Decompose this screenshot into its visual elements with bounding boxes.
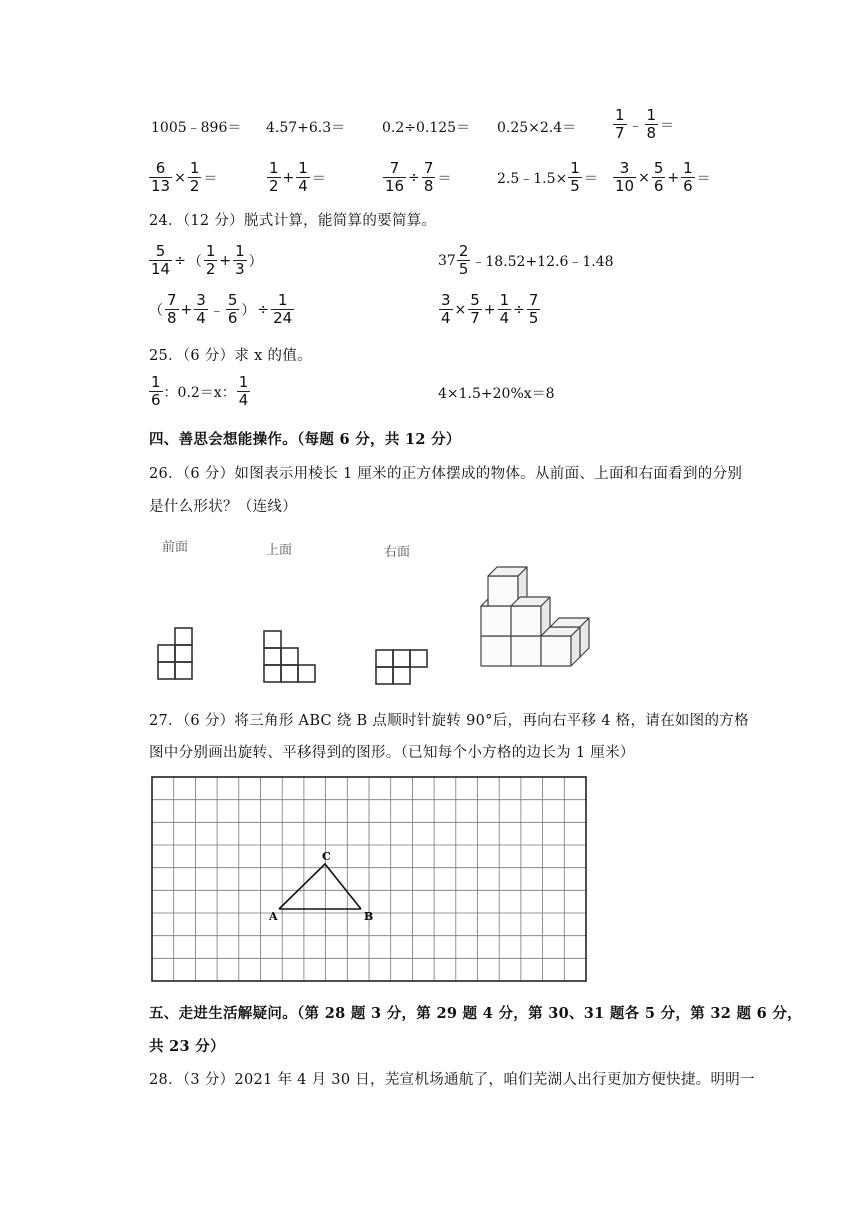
top-view-shape: [264, 631, 315, 682]
q28-text-line1: 28．（3 分）2021 年 4 月 30 日，芜宣机场通航了，咱们芜湖人出行更加方便快捷。明明一: [149, 1072, 755, 1088]
front-view-shape: [158, 628, 192, 679]
point-a-label: A: [269, 910, 278, 923]
q25-eq-2: 4×1.5+20%x＝8: [438, 386, 555, 402]
q25-eq-1: $\frac{1}{6}$ ：0.2＝x： $\frac{1}{4}$: [151, 373, 249, 409]
q26-text-line2: 是什么形状？（连线）: [149, 499, 297, 515]
oral-calc-4: 0.25×2.4＝: [497, 120, 577, 136]
section-5-title-line1: 五、走进生活解疑问。（第 28 题 3 分，第 29 题 4 分，第 30、31 题各 5 分，第 32 题 6 分，: [149, 1005, 802, 1022]
oral-calc-7: $\frac{1}{2}$ + $\frac{1}{4}$ ＝: [269, 159, 326, 195]
q25-title: 25．（6 分）求 x 的值。: [149, 348, 312, 364]
oral-calc-8: $\frac{7}{16}$ ÷ $\frac{7}{8}$ ＝: [385, 159, 452, 195]
oral-calc-2: 4.57+6.3＝: [266, 120, 346, 136]
section-5-title-line2: 共 23 分）: [149, 1038, 225, 1055]
view-label-front: 前面: [162, 540, 189, 555]
cube-stack-object: [481, 567, 589, 666]
view-label-right: 右面: [384, 545, 411, 560]
oral-calc-9: 2.5﹣1.5× $\frac{1}{5}$ ＝: [497, 159, 598, 195]
oral-calc-5: $\frac{1}{7}$ ﹣ $\frac{1}{8}$ ＝: [615, 106, 675, 142]
q24-expr-1: $\frac{5}{14}$ ÷ （ $\frac{1}{2}$ + $\frac{1}{3}$ ）: [151, 242, 263, 278]
view-label-top: 上面: [266, 543, 293, 558]
point-b-label: B: [364, 910, 374, 923]
triangle-abc-sides: [279, 864, 361, 909]
right-view-shape: [376, 650, 427, 684]
oral-calc-10: $\frac{3}{10}$ × $\frac{5}{6}$ + $\frac{1}{6}$ ＝: [615, 159, 711, 195]
q26-text-line1: 26．（6 分）如图表示用棱长 1 厘米的正方体摆成的物体。从前面、上面和右面看到的分别: [149, 466, 743, 482]
section-4-title: 四、善思会想能操作。（每题 6 分，共 12 分）: [149, 431, 461, 448]
q24-expr-4: $\frac{3}{4}$ × $\frac{5}{7}$ + $\frac{1}{4}$ ÷ $\frac{7}{5}$: [441, 291, 539, 327]
oral-calc-1: 1005﹣896＝: [151, 120, 242, 136]
oral-calc-3: 0.2÷0.125＝: [382, 120, 471, 136]
oral-calc-6: $\frac{6}{13}$ × $\frac{1}{2}$ ＝: [151, 159, 218, 195]
q24-title: 24．（12 分）脱式计算，能简算的要简算。: [149, 213, 437, 229]
point-c-label: C: [322, 850, 331, 863]
q24-expr-3: （ $\frac{7}{8}$ + $\frac{3}{4}$ ﹣ $\frac{5}{6}$ ） ÷ $\frac{1}{24}$: [149, 291, 293, 327]
q27-grid: [148, 772, 590, 986]
q24-expr-2: 37 $\frac{2}{5}$ ﹣18.52+12.6﹣1.48: [438, 242, 614, 278]
q27-text-line1: 27．（6 分）将三角形 ABC 绕 B 点顺时针旋转 90°后，再向右平移 4 格，请在如图的方格: [149, 713, 749, 729]
q27-text-line2: 图中分别画出旋转、平移得到的图形。（已知每个小方格的边长为 1 厘米）: [149, 745, 635, 761]
